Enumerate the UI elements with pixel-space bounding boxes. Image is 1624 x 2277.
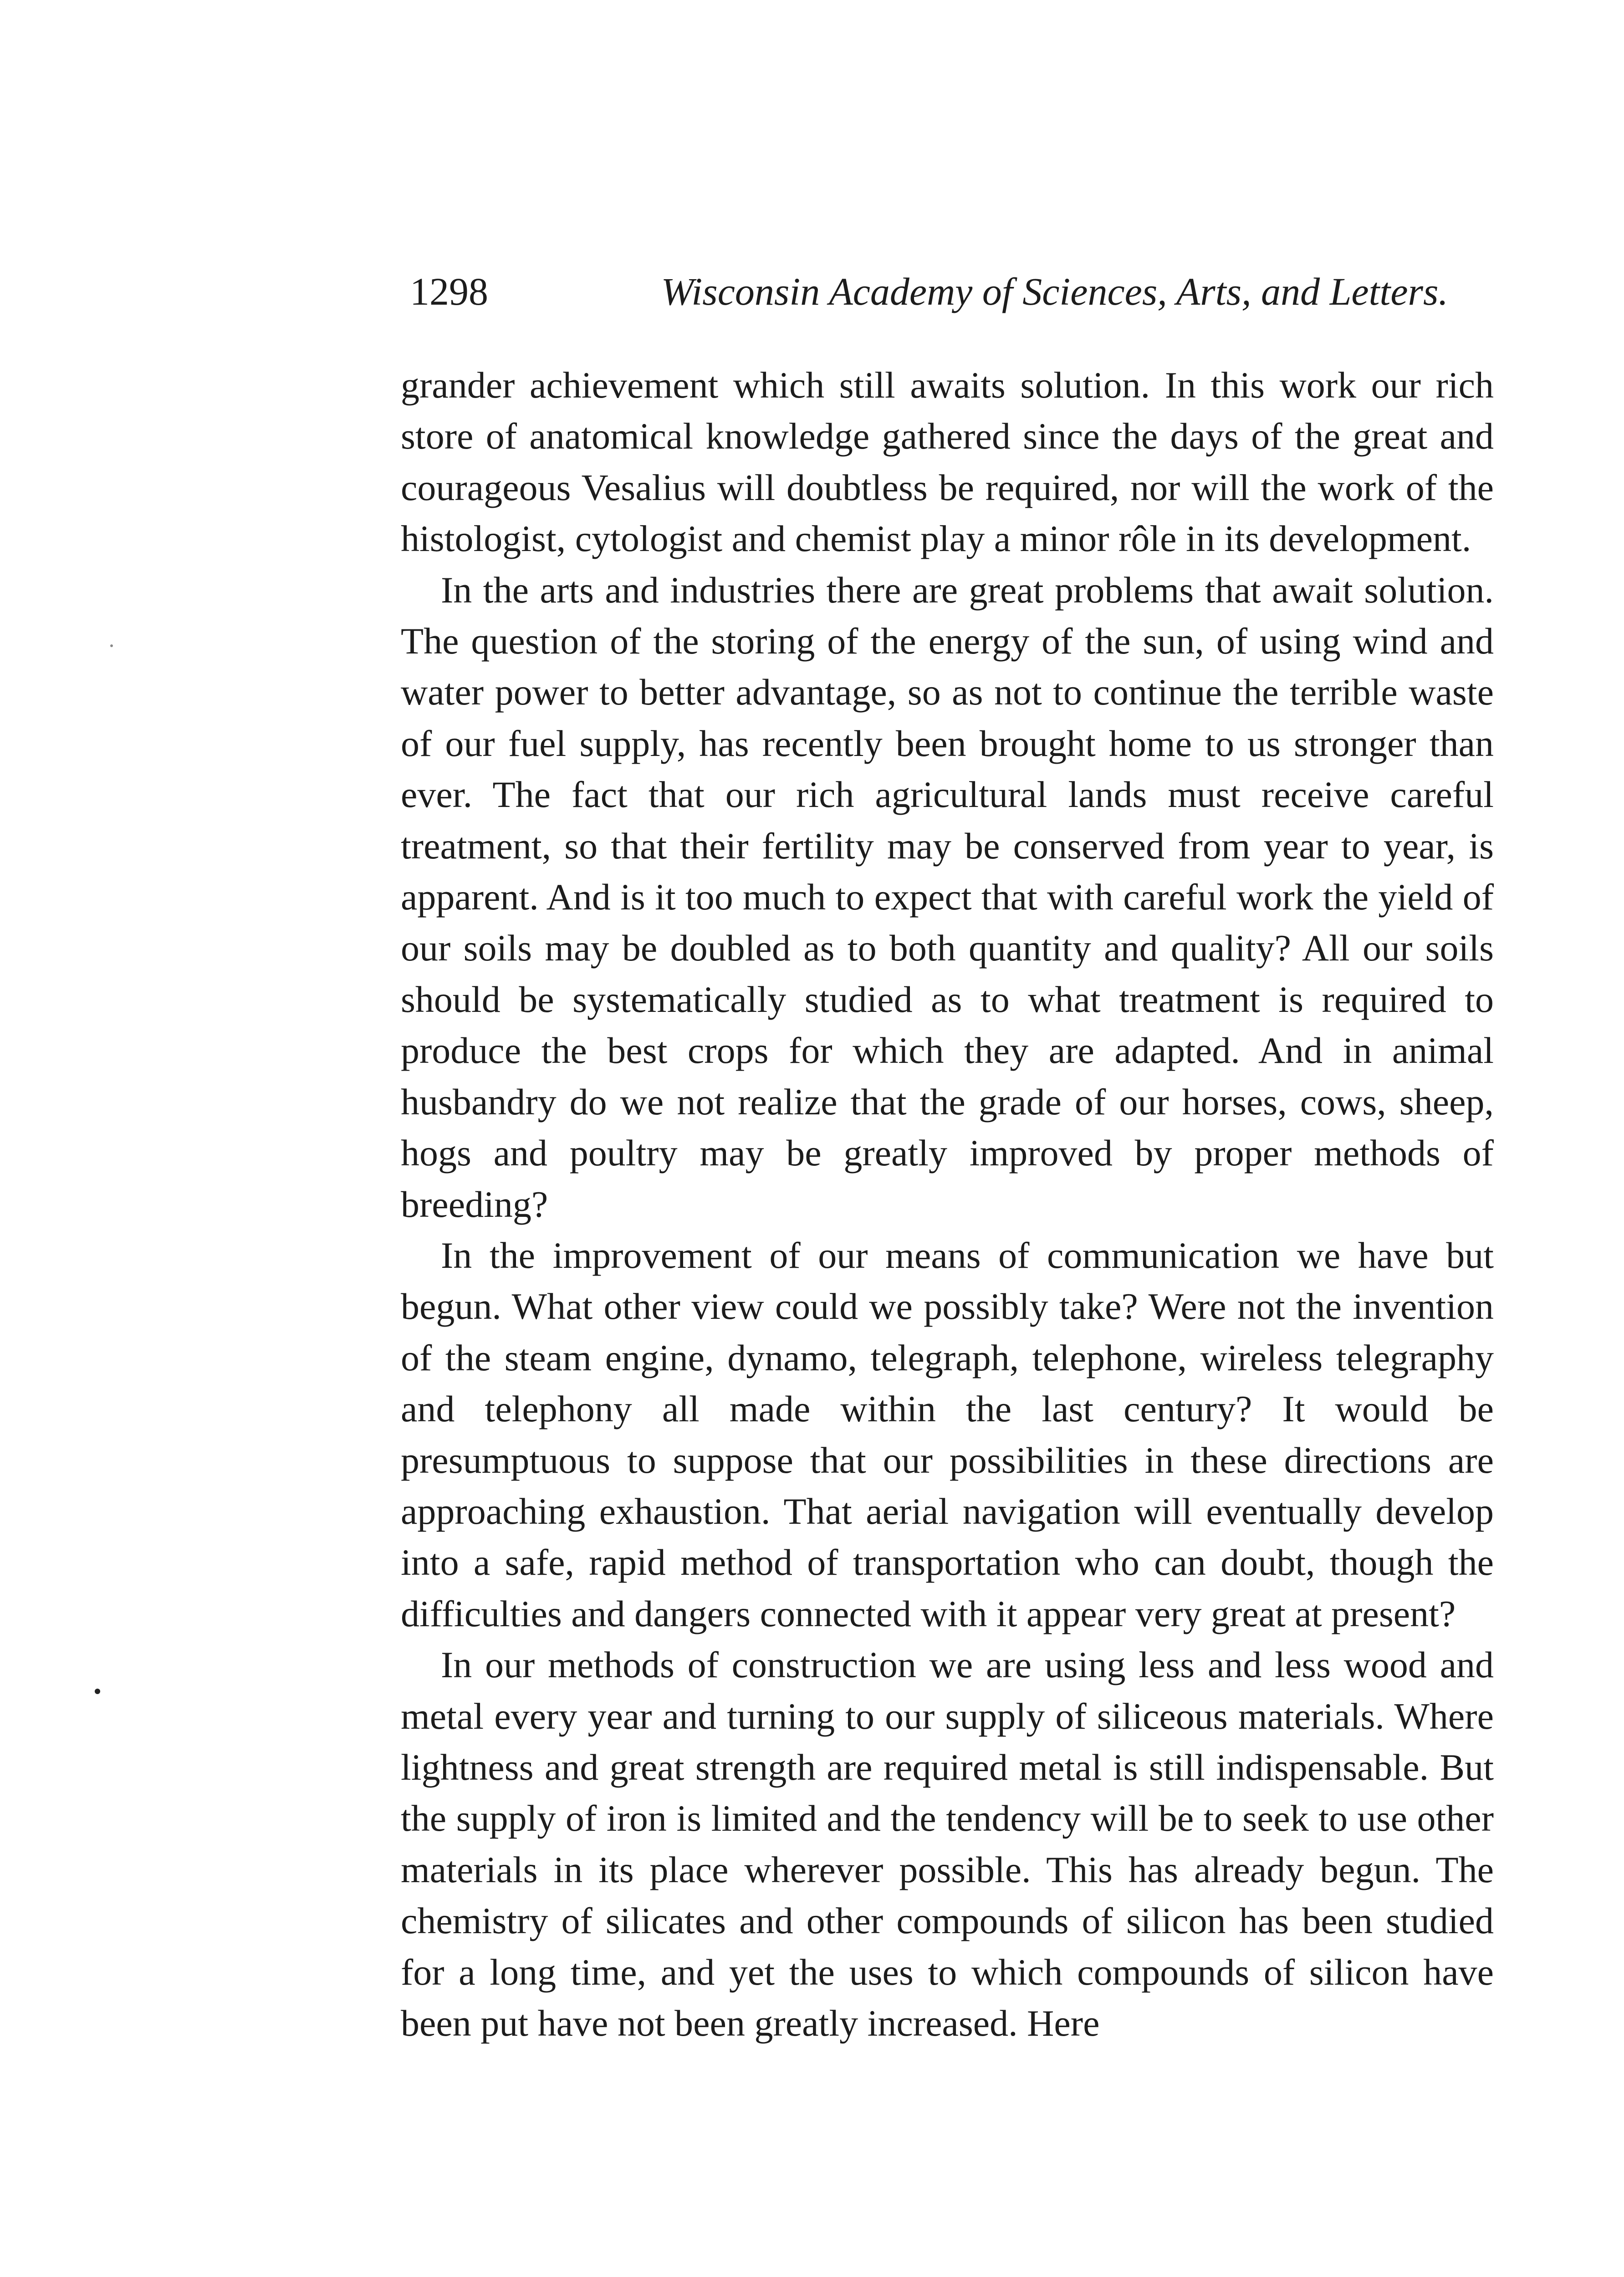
scan-speck [95,1689,100,1694]
scan-speck [110,644,113,647]
paragraph-arts-industries: In the arts and industries there are great problems that await solution. The question of the storing of the energy of the sun, of using wind and water power to better advantage, so as not to continue the terrible waste of our fuel supply, has recently been brought home to us stronger than ever. The fact that our rich agricultural lands must receive careful treatment, so that their fertility may be conserved from year to year, is apparent. And is it too much to expect that with careful work the yield of our soils may be doubled as to both quantity and quality? All our soils should be systematically studied as to what treatment is required to produce the best crops for which they are adapted. And in animal husbandry do we not realize that the grade of our horses, cows, sheep, hogs and poultry may be greatly improved by proper methods of breeding? [401,569,1494,1225]
paragraph-continued: grander achievement which still awaits solution. In this work our rich store of anatomical knowledge gathered since the days of the great and courageous Vesalius will doubtless be required, nor will the work of the histologist, cytologist and chemist play a minor rôle in its development. [401,364,1494,560]
paragraph-construction: In our methods of construction we are using less and less wood and metal every year and turning to our supply of siliceous materials. Where lightness and great strength are required metal is still indispensable. But the supply of iron is limited and the tendency will be to seek to use other materials in its place wherever possible. This has already begun. The chemistry of silicates and other compounds of silicon has been studied for a long time, and yet the uses to which compounds of silicon have been put have not been greatly increased. Here [401,1644,1494,2044]
body-text [401,360,1494,2049]
page-header [410,266,1448,317]
running-title: Wisconsin Academy of Sciences, Arts, and Letters. [661,270,1448,313]
page-number: 1298 [410,270,488,313]
paragraph-communication: In the improvement of our means of communication we have but begun. What other view could we possibly take? Were not the invention of the steam engine, dynamo, telegraph, telephone, wireless telegraphy and telephony all made within the last century? It would be presumptuous to suppose that our possibilities in these directions are approaching exhaustion. That aerial navigation will eventually develop into a safe, rapid method of transportation who can doubt, though the difficulties and dangers connected with it appear very great at present? [401,1234,1494,1634]
